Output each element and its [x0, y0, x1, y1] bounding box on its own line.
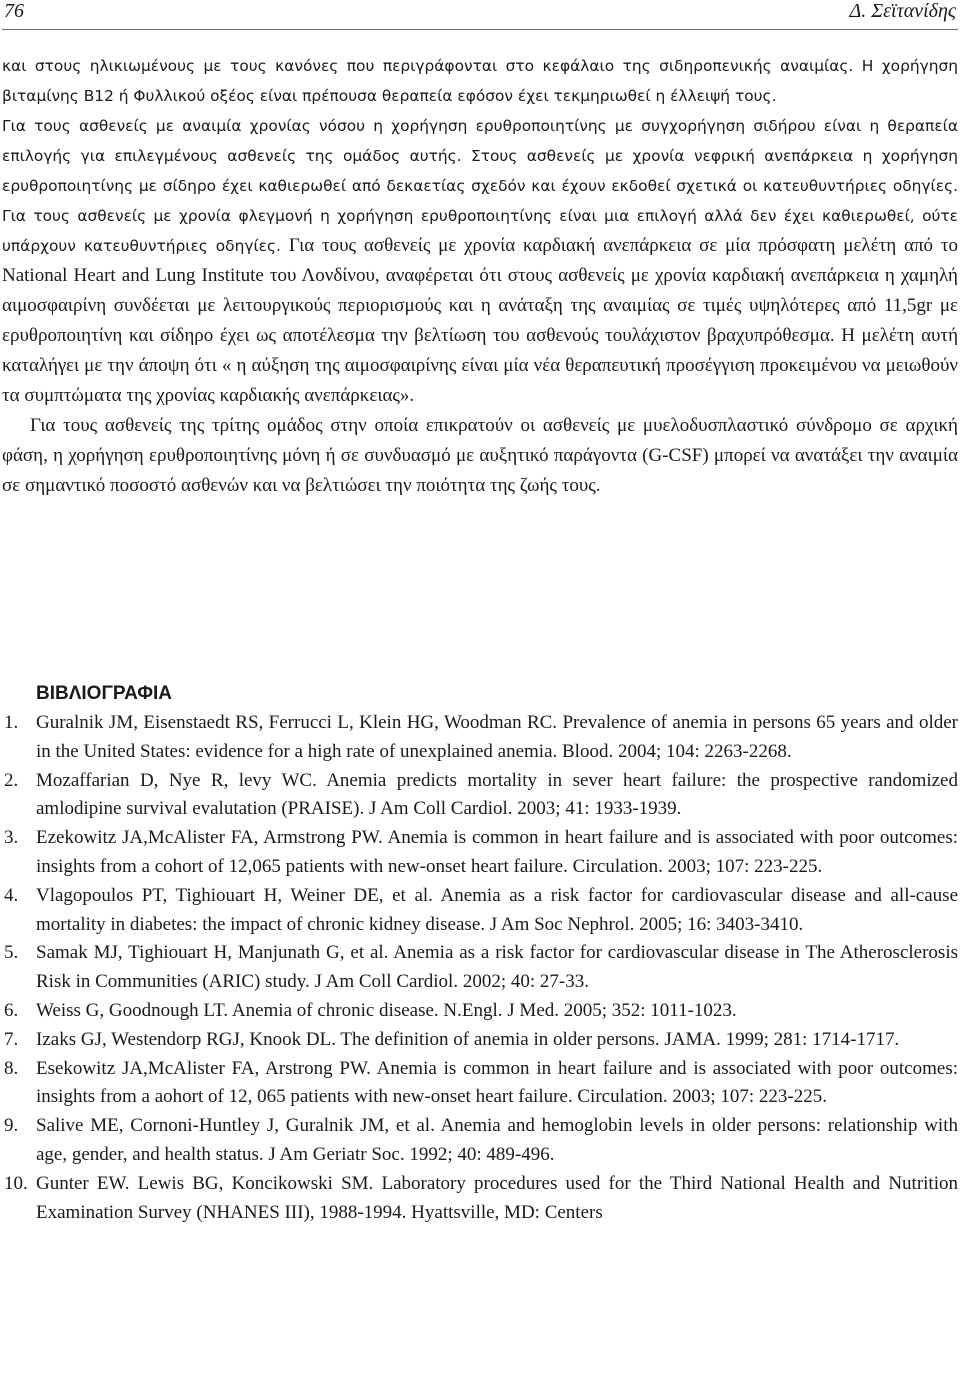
- reference-number: 2.: [4, 769, 19, 791]
- reference-item: [0, 709, 958, 767]
- page-header: [4, 0, 956, 30]
- reference-text: Gunter EW. Lewis BG, Koncikowski SM. Laboratory procedures used for the Third National Health and Nutrition Examination Survey (NHANES III), 1988-1994. Hyattsville, MD: Centers: [36, 1172, 958, 1223]
- reference-text: Vlagopoulos PT, Tighiouart H, Weiner DE, et al. Anemia as a risk factor for cardiovascular disease and all-cause mortality in diabetes: the impact of chronic kidney disease. J Am Soc Nephrol. 2005; 16: 3403-3410.: [36, 884, 958, 935]
- body-text: [2, 51, 958, 501]
- reference-text: Samak MJ, Tighiouart H, Manjunath G, et al. Anemia as a risk factor for cardiovascular disease in The Atherosclerosis Risk in Communities (ARIC) study. J Am Coll Cardiol. 2002; 40: 27-33.: [36, 942, 958, 993]
- reference-item: [0, 882, 958, 940]
- reference-item: [0, 997, 958, 1026]
- paragraph-1: και στους ηλικιωμένους με τους κανόνες που περιγράφονται στο κεφάλαιο της σιδηροπενικής αναιμίας. Η χορήγηση βιταμίνης Β12 ή Φυλλικού οξέος είναι πρέπουσα θεραπεία εφόσον έχει τεκμηριωθεί η έλλειψή τους.: [2, 57, 958, 105]
- paragraph-2-part-b: Για τους ασθενείς με χρονία καρδιακή ανεπάρκεια σε μία πρόσφατη μελέτη από το National Heart and Lung Institute του Λονδίνου, αναφέρεται ότι στους ασθενείς με χρονία καρδιακή ανεπάρκεια η χαμηλή αιμοσφαιρίνη συνδέεται με λειτουργικούς περιορισμούς και η ανάταξη της αναιμίας σε τιμές υψηλότερες από 11,5gr με ερυθροποιητίνη και σίδηρο έχει ως αποτέλεσμα την βελτίωση του ασθενούς τουλάχιστον βραχυπρόθεσμα. Η μελέτη αυτή καταλήγει με την άποψη ότι « η αύξηση της αιμοσφαιρίνης είναι μία νέα θεραπευτική προσέγγιση προκειμένου να μειωθούν τα συμπτώματα της χρονίας καρδιακής ανεπάρκειας».: [2, 235, 958, 406]
- page-number: 76: [4, 0, 24, 22]
- reference-number: 10.: [4, 1172, 28, 1194]
- reference-number: 9.: [4, 1115, 19, 1137]
- reference-number: 5.: [4, 942, 19, 964]
- reference-text: Izaks GJ, Westendorp RGJ, Knook DL. The definition of anemia in older persons. JAMA. 1999; 281: 1714-1717.: [36, 1028, 900, 1050]
- paragraph-2-part-a: Για τους ασθενείς με αναιμία χρονίας νόσου η χορήγηση ερυθροποιητίνης με συγχορήγηση σιδήρου είναι η θεραπεία επιλογής για επιλεγμένους ασθενείς της ομάδος αυτής. Στους ασθενείς με χρονία νεφρική ανεπάρκεια η χορήγηση ερυθροποιητίνης με σίδηρο έχει καθιερωθεί από δεκαετίας σχεδόν και έχουν εκδοθεί σχετικά οι κατευθυντήριες οδηγίες. Για τους ασθενείς με χρονία φλεγμονή η χορήγηση ερυθροποιητίνης είναι μια επιλογή αλλά δεν έχει καθιερωθεί, ούτε υπάρχουν κατευθυντήριες οδηγίες.: [2, 117, 958, 255]
- reference-item: [0, 824, 958, 882]
- paragraph-3: Για τους ασθενείς της τρίτης ομάδος στην οποία επικρατούν οι ασθενείς με μυελοδυσπλαστικό σύνδρομο σε αρχική φάση, η χορήγηση ερυθροποιητίνης μόνη ή σε συνδυασμό με αυξητικό παράγοντα (G-CSF) μπορεί να ανατάξει την αναιμία σε σημαντικό ποσοστό ασθενών και να βελτιώσει την ποιότητα της ζωής τους.: [2, 415, 958, 496]
- reference-text: Salive ME, Cornoni-Huntley J, Guralnik JM, et al. Anemia and hemoglobin levels in older persons: relationship with age, gender, and health status. J Am Geriatr Soc. 1992; 40: 489-496.: [36, 1115, 958, 1165]
- reference-text: Esekowitz JA,McAlister FA, Arstrong PW. Anemia is common in heart failure and is associated with poor outcomes: insights from a aohort of 12, 065 patients with new-onset heart failure. Circulation. 2003; 107: 223-225.: [36, 1057, 958, 1108]
- reference-number: 4.: [4, 884, 19, 906]
- reference-item: [0, 1055, 958, 1113]
- reference-text: Ezekowitz JA,McAlister FA, Armstrong PW. Anemia is common in heart failure and is associated with poor outcomes: insights from a cohort of 12,065 patients with new-onset heart failure. Circulation. 2003; 107: 223-225.: [36, 827, 958, 877]
- reference-item: [0, 767, 958, 825]
- reference-item: [0, 939, 958, 997]
- reference-text: Mozaffarian D, Nye R, levy WC. Anemia predicts mortality in sever heart failure: the prospective randomized amlodipine survival evalutation (PRAISE). J Am Coll Cardiol. 2003; 41: 1933-1939.: [36, 769, 958, 820]
- reference-item: [0, 1112, 958, 1170]
- reference-item: [0, 1170, 958, 1228]
- reference-text: Guralnik JM, Eisenstaedt RS, Ferrucci L, Klein HG, Woodman RC. Prevalence of anemia in persons 65 years and older in the United States: evidence for a high rate of unexplained anemia. Blood. 2004; 104: 2263-2268.: [36, 712, 958, 762]
- reference-list: [0, 709, 958, 1227]
- bibliography-heading: ΒΙΒΛΙΟΓΡΑΦΙΑ: [36, 683, 172, 704]
- running-head: Δ. Σεϊτανίδης: [849, 0, 956, 22]
- reference-text: Weiss G, Goodnough LT. Anemia of chronic disease. N.Engl. J Med. 2005; 352: 1011-1023.: [36, 999, 737, 1021]
- reference-number: 1.: [4, 712, 19, 733]
- header-rule: [2, 29, 958, 30]
- reference-number: 6.: [4, 999, 19, 1021]
- reference-number: 7.: [4, 1028, 19, 1050]
- paragraph-2: [2, 111, 958, 411]
- reference-number: 3.: [4, 827, 19, 849]
- reference-number: 8.: [4, 1057, 19, 1079]
- reference-item: [0, 1026, 958, 1055]
